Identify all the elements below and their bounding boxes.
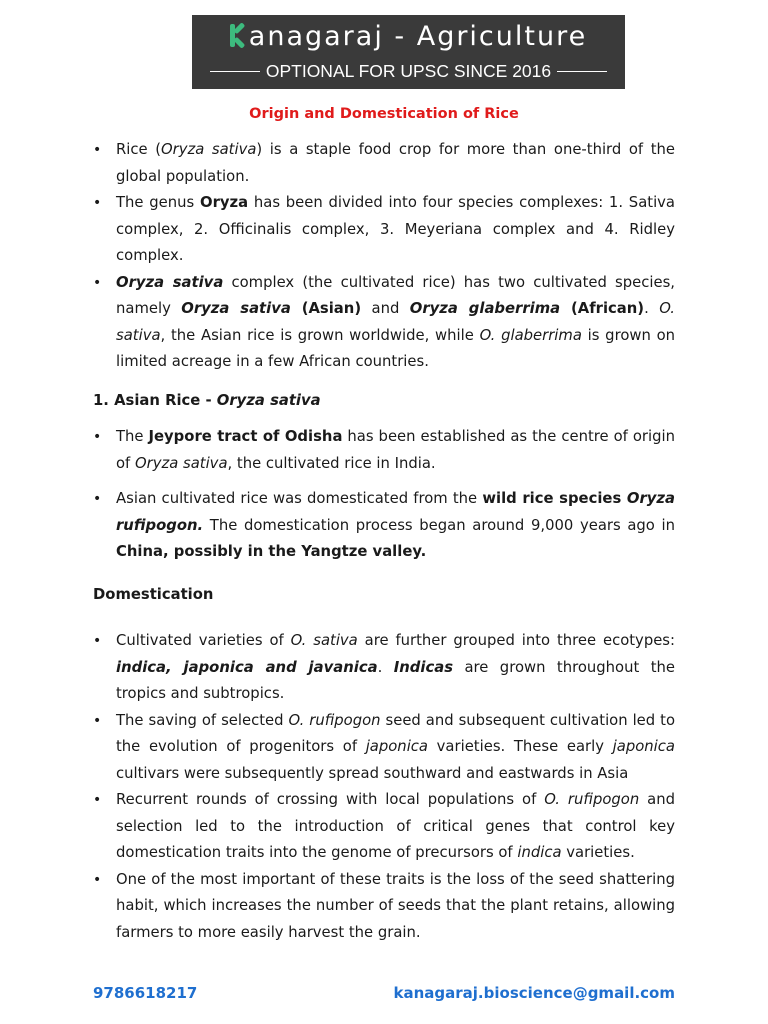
- list-item: • Asian cultivated rice was domesticated from the wild rice species Oryza rufipogon. The domestication process began around 9,000 years ago in China, possibly in the Yangtze valley.: [93, 486, 675, 566]
- brand-tagline-row: [192, 61, 625, 82]
- list-item: • Cultivated varieties of O. sativa are further grouped into three ecotypes: indica, japonica and javanica. Indicas are grown throughout the tropics and subtropics.: [93, 628, 675, 708]
- page-footer: [93, 984, 675, 1002]
- intro-list: [93, 137, 675, 376]
- brand-banner: [192, 15, 625, 89]
- brand-title: [192, 21, 625, 52]
- list-item: • The saving of selected O. rufipogon seed and subsequent cultivation led to the evolution of progenitors of japonica varieties. These early japonica cultivars were subsequently spread southward and eastwards in Asia: [93, 708, 675, 788]
- list-item: • The Jeypore tract of Odisha has been established as the centre of origin of Oryza sativa, the cultivated rice in India.: [93, 424, 675, 477]
- k-logo-icon: [230, 22, 246, 48]
- brand-name: anagaraj - Agriculture: [248, 21, 588, 52]
- list-item: • One of the most important of these traits is the loss of the seed shattering habit, which increases the number of seeds that the plant retains, allowing farmers to more easily harvest the grain.: [93, 867, 675, 947]
- section-heading: 1. Asian Rice - Oryza sativa: [93, 391, 321, 409]
- brand-tagline: OPTIONAL FOR UPSC SINCE 2016: [265, 61, 552, 81]
- phone-number: 9786618217: [93, 984, 198, 1002]
- divider: [557, 71, 607, 73]
- divider: [210, 71, 260, 73]
- document-body: [93, 137, 675, 946]
- list-item: • The genus Oryza has been divided into four species complexes: 1. Sativa complex, 2. Officinalis complex, 3. Meyeriana complex and 4. Ridley complex.: [93, 190, 675, 270]
- document-title: Origin and Domestication of Rice: [249, 106, 519, 122]
- list-item: • Oryza sativa complex (the cultivated rice) has two cultivated species, namely Oryza sativa (Asian) and Oryza glaberrima (African). O. sativa, the Asian rice is grown worldwide, while O. glaberrima is grown on limited acreage in a few African countries.: [93, 270, 675, 376]
- section-heading: Domestication: [93, 585, 214, 603]
- section1-list: [93, 424, 675, 566]
- email-link[interactable]: kanagaraj.bioscience@gmail.com: [393, 984, 675, 1002]
- list-item: • Rice (Oryza sativa) is a staple food crop for more than one-third of the global population.: [93, 137, 675, 190]
- section2-list: [93, 628, 675, 946]
- list-item: • Recurrent rounds of crossing with local populations of O. rufipogon and selection led to the introduction of critical genes that control key domestication traits into the genome of precursors of indica varieties.: [93, 787, 675, 867]
